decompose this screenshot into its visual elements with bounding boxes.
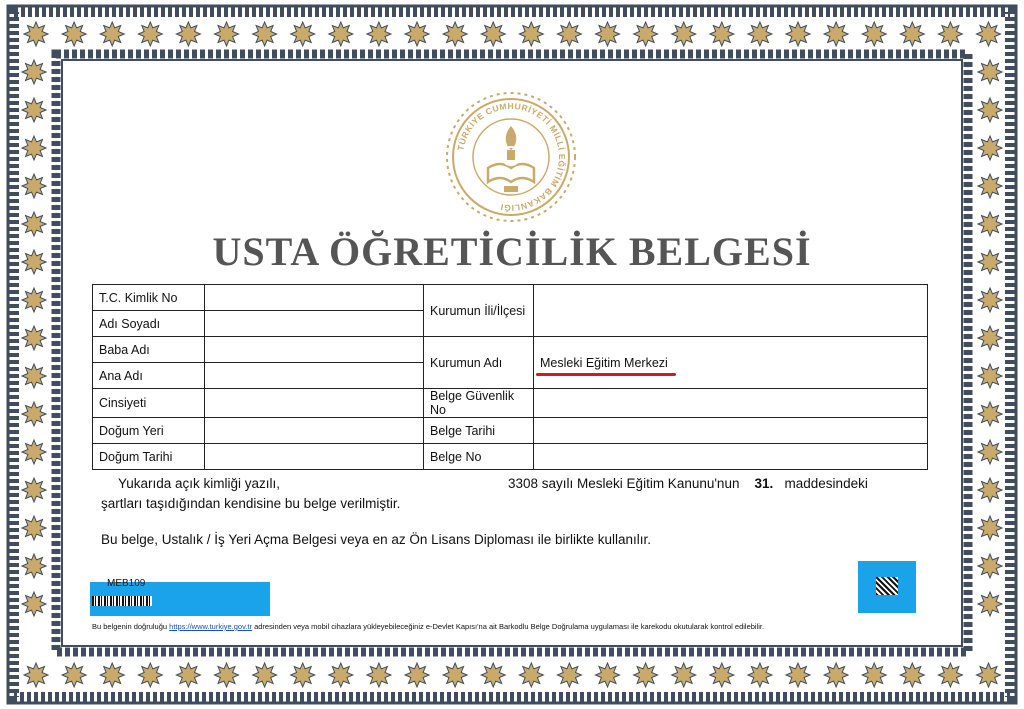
gold-star-ornament xyxy=(329,22,353,46)
gold-star-ornament xyxy=(978,174,1002,198)
date-label: Belge Tarihi xyxy=(424,418,534,444)
gold-star-ornament xyxy=(138,663,162,687)
gold-star-ornament xyxy=(367,22,391,46)
gold-star-ornament xyxy=(443,663,467,687)
tc-label: T.C. Kimlik No xyxy=(93,285,205,311)
gold-star-ornament xyxy=(978,98,1002,122)
gold-star-ornament xyxy=(978,592,1002,616)
verification-link[interactable]: https://www.turkiye.gov.tr xyxy=(169,622,252,631)
law-text: 3308 sayılı Mesleki Eğitim Kanunu'nun xyxy=(508,476,740,491)
gold-star-ornament xyxy=(634,22,658,46)
gold-star-ornament xyxy=(100,663,124,687)
footer-post: adresinden veya mobil cihazlara yükleyebileceğiniz e-Devlet Kapısı'na ait Barkodlu Belge Doğrulama uygulaması ile karekodu okutularak kontrol edilebilir. xyxy=(254,622,765,631)
docno-label: Belge No xyxy=(424,444,534,470)
institution-highlight xyxy=(540,356,668,370)
gold-star-ornament xyxy=(22,516,46,540)
barcode-bars xyxy=(92,596,152,606)
name-value xyxy=(205,311,424,337)
gold-star-ornament xyxy=(978,60,1002,84)
gold-star-ornament xyxy=(253,663,277,687)
gold-star-ornament xyxy=(62,22,86,46)
birthplace-label: Doğum Yeri xyxy=(93,418,205,444)
birthdate-label: Doğum Tarihi xyxy=(93,444,205,470)
gold-star-ornament xyxy=(22,592,46,616)
meb-seal-icon xyxy=(444,90,578,224)
gold-star-ornament xyxy=(176,22,200,46)
gold-star-ornament xyxy=(481,663,505,687)
gender-label: Cinsiyeti xyxy=(93,389,205,418)
red-underline xyxy=(536,373,676,376)
gold-star-ornament xyxy=(748,663,772,687)
institution-value: Mesleki Eğitim Merkezi xyxy=(540,355,668,370)
gold-star-ornament xyxy=(22,136,46,160)
gold-star-ornament xyxy=(22,478,46,502)
gold-star-ornament xyxy=(22,98,46,122)
city-label: Kurumun İli/İlçesi xyxy=(424,285,534,337)
gold-star-ornament xyxy=(253,22,277,46)
gender-value xyxy=(205,389,424,418)
gold-star-ornament xyxy=(900,663,924,687)
gold-star-ornament xyxy=(978,136,1002,160)
security-value xyxy=(534,389,928,418)
gold-star-ornament xyxy=(977,663,1001,687)
document-title: USTA ÖĞRETİCİLİK BELGESİ xyxy=(212,229,812,274)
gold-star-ornament xyxy=(22,554,46,578)
redacted-qr-code xyxy=(858,561,916,613)
gold-star-ornament xyxy=(978,516,1002,540)
gold-star-ornament xyxy=(900,22,924,46)
gold-star-ornament xyxy=(596,663,620,687)
gold-star-ornament xyxy=(938,663,962,687)
gold-star-ornament xyxy=(24,22,48,46)
gold-star-ornament xyxy=(291,22,315,46)
barcode-code: MEB109 xyxy=(107,578,146,589)
gold-star-ornament xyxy=(710,663,734,687)
gold-star-ornament xyxy=(62,663,86,687)
gold-star-ornament xyxy=(519,22,543,46)
gold-star-ornament xyxy=(672,22,696,46)
gold-star-ornament xyxy=(824,663,848,687)
verification-note xyxy=(92,622,764,631)
gold-star-ornament xyxy=(215,663,239,687)
gold-star-ornament xyxy=(978,326,1002,350)
seal-text: TÜRKİYE CUMHURİYETİ MİLLİ EĞİTİM BAKANLIĞI xyxy=(455,100,568,214)
gold-star-ornament xyxy=(22,288,46,312)
body-line2: şartları taşıdığından kendisine bu belge verilmiştir. xyxy=(101,496,401,511)
gold-star-ornament xyxy=(710,22,734,46)
gold-star-ornament xyxy=(22,364,46,388)
city-value xyxy=(534,285,928,337)
name-label: Adı Soyadı xyxy=(93,311,205,337)
gold-star-ornament xyxy=(405,22,429,46)
security-label: Belge Güvenlik No xyxy=(424,389,534,418)
gold-star-ornament xyxy=(748,22,772,46)
gold-star-ornament xyxy=(672,663,696,687)
article-suffix: maddesindeki xyxy=(784,476,868,491)
mother-value xyxy=(205,363,424,389)
gold-star-ornament xyxy=(481,22,505,46)
gold-star-ornament xyxy=(824,22,848,46)
gold-star-ornament xyxy=(634,663,658,687)
gold-star-ornament xyxy=(978,364,1002,388)
gold-star-ornament xyxy=(367,663,391,687)
body-line3: Bu belge, Ustalık / İş Yeri Açma Belgesi veya en az Ön Lisans Diploması ile birlikte kullanılır. xyxy=(101,532,652,547)
gold-star-ornament xyxy=(22,402,46,426)
gold-star-ornament xyxy=(291,663,315,687)
footer-pre: Bu belgenin doğruluğu xyxy=(92,622,168,631)
gold-star-ornament xyxy=(977,22,1001,46)
mother-label: Ana Adı xyxy=(93,363,205,389)
article-number: 31. xyxy=(754,476,774,491)
tc-value xyxy=(205,285,424,311)
birthdate-value xyxy=(205,444,424,470)
gold-star-ornament xyxy=(22,60,46,84)
gold-star-ornament xyxy=(215,22,239,46)
docno-value xyxy=(534,444,928,470)
gold-star-ornament xyxy=(557,663,581,687)
gold-star-ornament xyxy=(978,554,1002,578)
gold-star-ornament xyxy=(22,174,46,198)
gold-star-ornament xyxy=(938,22,962,46)
gold-star-ornament xyxy=(862,663,886,687)
gold-star-ornament xyxy=(138,22,162,46)
gold-star-ornament xyxy=(443,22,467,46)
qr-code-icon xyxy=(876,577,898,595)
father-label: Baba Adı xyxy=(93,337,205,363)
gold-star-ornament xyxy=(786,22,810,46)
gold-star-ornament xyxy=(978,288,1002,312)
gold-star-ornament xyxy=(22,440,46,464)
birthplace-value xyxy=(205,418,424,444)
gold-star-ornament xyxy=(596,22,620,46)
gold-star-ornament xyxy=(100,22,124,46)
gold-star-ornament xyxy=(519,663,543,687)
gold-star-ornament xyxy=(978,440,1002,464)
gold-star-ornament xyxy=(329,663,353,687)
identity-table xyxy=(92,284,928,470)
father-value xyxy=(205,337,424,363)
body-line1-left: Yukarıda açık kimliği yazılı, xyxy=(118,476,281,491)
gold-star-ornament xyxy=(978,402,1002,426)
date-value xyxy=(534,418,928,444)
gold-star-ornament xyxy=(405,663,429,687)
gold-star-ornament xyxy=(176,663,200,687)
institution-label: Kurumun Adı xyxy=(424,337,534,389)
gold-star-ornament xyxy=(786,663,810,687)
institution-cell xyxy=(534,337,928,389)
gold-star-ornament xyxy=(978,478,1002,502)
body-line1-right xyxy=(508,476,868,491)
gold-star-ornament xyxy=(24,663,48,687)
gold-star-ornament xyxy=(862,22,886,46)
gold-star-ornament xyxy=(557,22,581,46)
gold-star-ornament xyxy=(22,326,46,350)
